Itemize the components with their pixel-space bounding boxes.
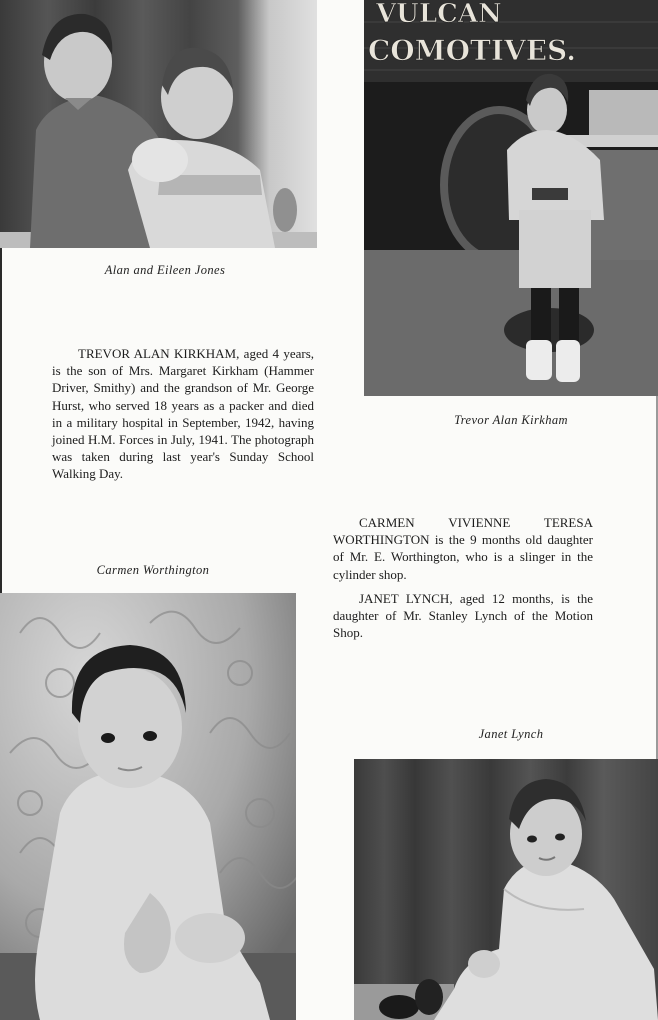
paragraph-carmen-text: CARMEN VIVIENNE TERESA WORTHINGTON is the 9 months old daughter of Mr. E. Worthington, who is a slinger in the cylinder shop. xyxy=(333,515,593,582)
caption-alan-and-eileen-jones: Alan and Eileen Jones xyxy=(104,263,226,277)
paragraph-janet-text: JANET LYNCH, aged 12 months, is the daughter of Mr. Stanley Lynch of the Motion Shop. xyxy=(333,591,593,641)
photo-janet-lynch xyxy=(354,759,658,1020)
photo-trevor-alan-kirkham xyxy=(364,0,658,396)
truck-sign-line-2: COMOTIVES. xyxy=(368,34,577,67)
paragraph-trevor-text: TREVOR ALAN KIRKHAM, aged 4 years, is the son of Mrs. Margaret Kirkham (Hammer Driver, Smithy) and the grandson of Mr. George Hurst, who served 18 years as a packer and died in a military hospital in September, 1942, having joined H.M. Forces in July, 1941. The photograph was taken during last year's Sunday School Walking Day. xyxy=(52,346,314,482)
photo-carmen-image xyxy=(0,593,296,1020)
photo-trevor-image xyxy=(364,0,658,396)
paragraph-carmen-worthington xyxy=(333,514,593,583)
photo-carmen-worthington xyxy=(0,593,296,1020)
photo-jones-image xyxy=(0,0,317,248)
paragraph-trevor-alan-kirkham xyxy=(52,345,314,483)
caption-trevor-alan-kirkham: Trevor Alan Kirkham xyxy=(454,413,568,427)
caption-carmen-worthington: Carmen Worthington xyxy=(96,563,210,577)
caption-janet-lynch: Janet Lynch xyxy=(478,727,544,741)
paragraph-janet-lynch xyxy=(333,590,593,642)
photo-janet-image xyxy=(354,759,658,1020)
photo-alan-and-eileen-jones xyxy=(0,0,317,248)
truck-sign-line-1: VULCAN xyxy=(376,0,502,29)
